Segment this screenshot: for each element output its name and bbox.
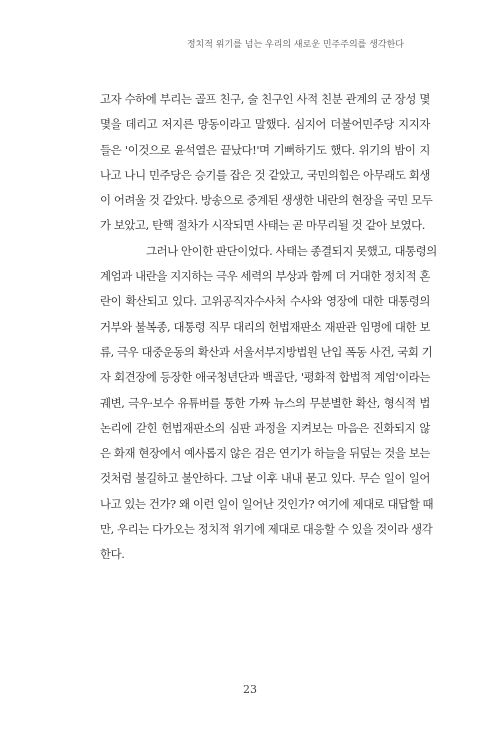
text-line: 만, 우리는 다가오는 정치적 위기에 제대로 대응할 수 있을 것이라 생각 (100, 522, 433, 537)
text-line: 한다. (100, 547, 125, 562)
text-line: 나고 나니 민주당은 승기를 잡은 것 같았고, 국민의힘은 아무래도 회생 (100, 167, 430, 182)
body-text (100, 87, 437, 568)
text-line: 고자 수하에 부리는 골프 친구, 술 친구인 사적 친분 관계의 군 장성 몇 (100, 92, 430, 106)
paragraph (100, 239, 437, 568)
page-number: 23 (243, 683, 257, 696)
text-line: 그러나 안이한 판단이었다. 사태는 종결되지 못했고, 대통령의 (146, 243, 437, 258)
text-line: 궤변, 극우·보수 유튜버를 통한 가짜 뉴스의 무분별한 확산, 형식적 법 (100, 395, 430, 410)
text-line: 나고 있는 건가? 왜 이런 일이 일어난 것인가? 여기에 제대로 대답할 때 (100, 496, 434, 511)
text-line: 자 회견장에 등장한 애국청년단과 백골단, '평화적 합법적 계엄'이라는 (100, 370, 430, 385)
text-line: 류, 극우 대중운동의 확산과 서울서부지방법원 난입 폭동 사건, 국회 기 (100, 344, 433, 359)
text-line: 몇을 데리고 저지른 망동이라고 말했다. 심지어 더불어민주당 지지자 (100, 117, 430, 132)
text-line: 들은 '이것으로 윤석열은 끝났다!'며 기뻐하기도 했다. 위기의 밤이 지 (100, 142, 430, 157)
text-line: 가 보았고, 탄핵 절차가 시작되면 사태는 곧 마무리될 것 같아 보였다. (100, 218, 425, 233)
text-line: 것처럼 불길하고 불안하다. 그날 이후 내내 묻고 있다. 무슨 일이 일어 (100, 471, 430, 486)
text-line: 계엄과 내란을 지지하는 극우 세력의 부상과 함께 더 거대한 정치적 혼 (100, 269, 430, 284)
text-line: 논리에 갇힌 헌법재판소의 심판 과정을 지켜보는 마음은 진화되지 않 (100, 420, 430, 435)
text-line: 은 화재 현장에서 예사롭지 않은 검은 연기가 하늘을 뒤덮는 것을 보는 (100, 446, 430, 461)
text-line: 이 어려울 것 같았다. 방송으로 중계된 생생한 내란의 현장을 국민 모두 (100, 193, 433, 208)
text-line: 거부와 불복종, 대통령 직무 대리의 헌법재판소 재판관 임명에 대한 보 (100, 319, 430, 334)
paragraph (100, 87, 433, 239)
running-header: 정치적 위기를 넘는 우리의 새로운 민주주의를 생각한다 (186, 40, 404, 50)
text-line: 란이 확산되고 있다. 고위공직자수사처 수사와 영장에 대한 대통령의 (100, 294, 430, 309)
